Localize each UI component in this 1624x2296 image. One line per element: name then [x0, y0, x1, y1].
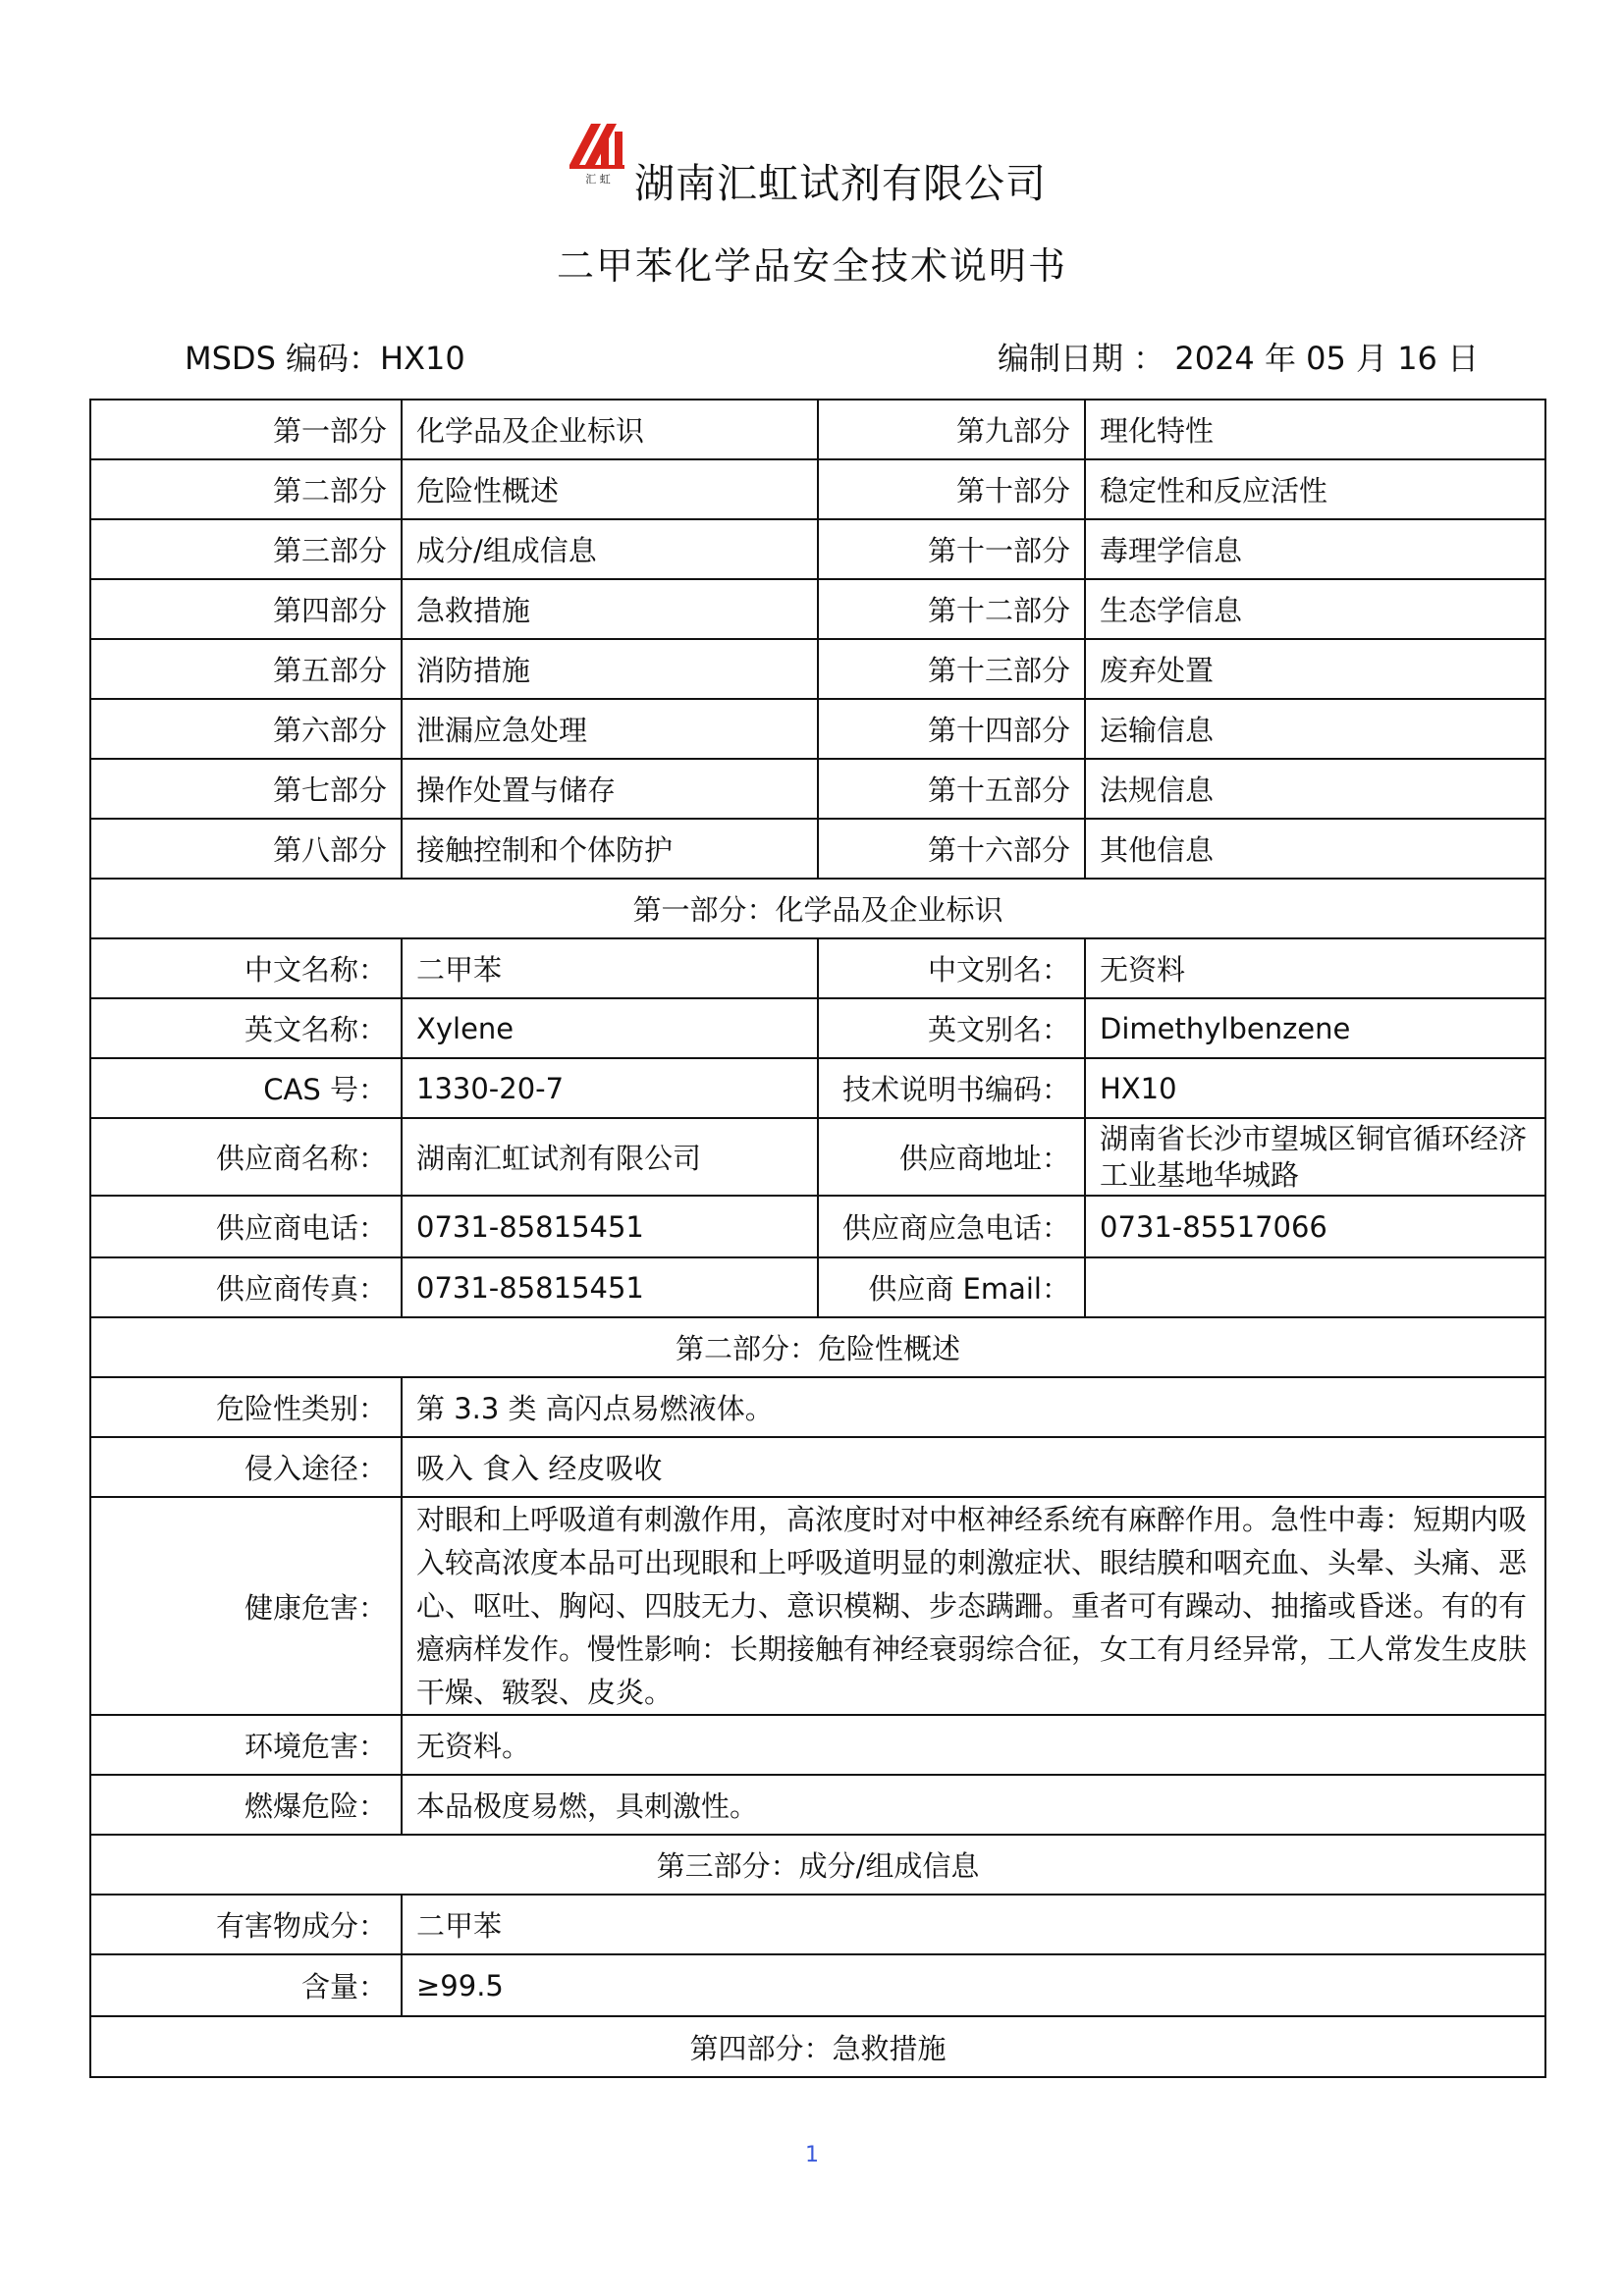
table-row — [90, 1437, 1545, 1497]
section-heading-row — [90, 1835, 1545, 1895]
toc-right-label: 第十六部分 — [818, 819, 1085, 879]
toc-row — [90, 579, 1545, 639]
field-label: CAS 号： — [90, 1058, 402, 1118]
field-label: 技术说明书编码： — [818, 1058, 1085, 1118]
field-value: Dimethylbenzene — [1085, 998, 1545, 1058]
toc-left-value: 成分/组成信息 — [402, 519, 818, 579]
toc-right-label: 第十三部分 — [818, 639, 1085, 699]
field-value: 0731-85517066 — [1085, 1196, 1545, 1257]
toc-left-label: 第六部分 — [90, 699, 402, 759]
toc-row — [90, 699, 1545, 759]
field-label: 危险性类别： — [90, 1377, 402, 1437]
field-value: 本品极度易燃，具刺激性。 — [402, 1775, 1545, 1835]
field-value: 无资料。 — [402, 1715, 1545, 1775]
table-row — [90, 938, 1545, 998]
document-title: 二甲苯化学品安全技术说明书 — [556, 244, 1067, 288]
toc-left-value: 泄漏应急处理 — [402, 699, 818, 759]
field-label: 含量： — [90, 1954, 402, 2016]
toc-right-value: 废弃处置 — [1085, 639, 1545, 699]
table-row — [90, 1715, 1545, 1775]
toc-right-label: 第十四部分 — [818, 699, 1085, 759]
section-3-heading: 第三部分：成分/组成信息 — [90, 1835, 1545, 1895]
field-value: 二甲苯 — [402, 938, 818, 998]
msds-table — [89, 399, 1546, 2078]
toc-left-value: 消防措施 — [402, 639, 818, 699]
toc-right-label: 第十部分 — [818, 459, 1085, 519]
msds-code: MSDS 编码：HX10 — [185, 340, 465, 377]
section-heading-row — [90, 879, 1545, 938]
field-value: Xylene — [402, 998, 818, 1058]
health-hazard-text: 对眼和上呼吸道有刺激作用，高浓度时对中枢神经系统有麻醉作用。急性中毒：短期内吸入较高浓度本品可出现眼和上呼吸道明显的刺激症状、眼结膜和咽充血、头晕、头痛、恶心、呕吐、胸闷、四肢无力、意识模糊、步态蹒跚。重者可有躁动、抽搐或昏迷。有的有癔病样发作。慢性影响：长期接触有神经衰弱综合征，女工有月经异常，工人常发生皮肤干燥、皲裂、皮炎。 — [402, 1497, 1545, 1715]
table-row — [90, 1497, 1545, 1715]
toc-right-label: 第十二部分 — [818, 579, 1085, 639]
toc-left-label: 第四部分 — [90, 579, 402, 639]
field-value: 第 3.3 类 高闪点易燃液体。 — [402, 1377, 1545, 1437]
toc-left-value: 危险性概述 — [402, 459, 818, 519]
field-label: 供应商地址： — [818, 1118, 1085, 1196]
toc-left-label: 第三部分 — [90, 519, 402, 579]
table-row — [90, 1257, 1545, 1317]
field-label: 英文名称： — [90, 998, 402, 1058]
field-value: 二甲苯 — [402, 1895, 1545, 1954]
toc-right-value: 运输信息 — [1085, 699, 1545, 759]
toc-right-value: 稳定性和反应活性 — [1085, 459, 1545, 519]
section-1-heading: 第一部分：化学品及企业标识 — [90, 879, 1545, 938]
field-label: 燃爆危险： — [90, 1775, 402, 1835]
toc-left-label: 第八部分 — [90, 819, 402, 879]
toc-right-value: 其他信息 — [1085, 819, 1545, 879]
field-label: 供应商传真： — [90, 1257, 402, 1317]
field-value — [1085, 1257, 1545, 1317]
field-label: 供应商电话： — [90, 1196, 402, 1257]
toc-right-label: 第九部分 — [818, 400, 1085, 459]
field-value: HX10 — [1085, 1058, 1545, 1118]
table-row — [90, 1775, 1545, 1835]
toc-right-value: 毒理学信息 — [1085, 519, 1545, 579]
supplier-address: 湖南省长沙市望城区铜官循环经济工业基地华城路 — [1085, 1118, 1545, 1196]
toc-right-value: 法规信息 — [1085, 759, 1545, 819]
toc-row — [90, 759, 1545, 819]
toc-left-value: 化学品及企业标识 — [402, 400, 818, 459]
field-label: 有害物成分： — [90, 1895, 402, 1954]
field-value: 湖南汇虹试剂有限公司 — [402, 1118, 818, 1196]
field-value: ≥99.5 — [402, 1954, 1545, 2016]
section-heading-row — [90, 1317, 1545, 1377]
field-value: 0731-85815451 — [402, 1196, 818, 1257]
toc-row — [90, 400, 1545, 459]
toc-right-label: 第十一部分 — [818, 519, 1085, 579]
table-row — [90, 1196, 1545, 1257]
field-label: 供应商名称： — [90, 1118, 402, 1196]
table-row — [90, 1954, 1545, 2016]
section-4-heading: 第四部分：急救措施 — [90, 2016, 1545, 2077]
toc-row — [90, 639, 1545, 699]
toc-left-label: 第二部分 — [90, 459, 402, 519]
section-heading-row — [90, 2016, 1545, 2077]
table-row — [90, 998, 1545, 1058]
section-2-heading: 第二部分：危险性概述 — [90, 1317, 1545, 1377]
field-label: 健康危害： — [90, 1497, 402, 1715]
toc-left-value: 急救措施 — [402, 579, 818, 639]
field-label: 中文别名： — [818, 938, 1085, 998]
toc-row — [90, 819, 1545, 879]
huihong-logo-icon — [562, 116, 634, 188]
field-label: 供应商应急电话： — [818, 1196, 1085, 1257]
compile-date: 编制日期 ： 2024 年 05 月 16 日 — [998, 340, 1480, 377]
field-value: 0731-85815451 — [402, 1257, 818, 1317]
field-label: 中文名称： — [90, 938, 402, 998]
field-value: 吸入 食入 经皮吸收 — [402, 1437, 1545, 1497]
table-row — [90, 1895, 1545, 1954]
toc-right-value: 生态学信息 — [1085, 579, 1545, 639]
toc-row — [90, 459, 1545, 519]
field-label: 侵入途径： — [90, 1437, 402, 1497]
company-name: 湖南汇虹试剂有限公司 — [634, 160, 1047, 207]
table-row — [90, 1118, 1545, 1196]
table-row — [90, 1377, 1545, 1437]
toc-right-value: 理化特性 — [1085, 400, 1545, 459]
toc-left-label: 第七部分 — [90, 759, 402, 819]
field-label: 英文别名： — [818, 998, 1085, 1058]
field-label: 供应商 Email： — [818, 1257, 1085, 1317]
toc-row — [90, 519, 1545, 579]
field-value: 无资料 — [1085, 938, 1545, 998]
page-number: 1 — [805, 2143, 819, 2167]
toc-left-value: 接触控制和个体防护 — [402, 819, 818, 879]
table-row — [90, 1058, 1545, 1118]
toc-left-label: 第五部分 — [90, 639, 402, 699]
field-value: 1330-20-7 — [402, 1058, 818, 1118]
toc-right-label: 第十五部分 — [818, 759, 1085, 819]
letterhead — [0, 116, 1624, 207]
field-label: 环境危害： — [90, 1715, 402, 1775]
logo-text: 汇 虹 — [585, 173, 611, 186]
toc-left-label: 第一部分 — [90, 400, 402, 459]
toc-left-value: 操作处置与储存 — [402, 759, 818, 819]
